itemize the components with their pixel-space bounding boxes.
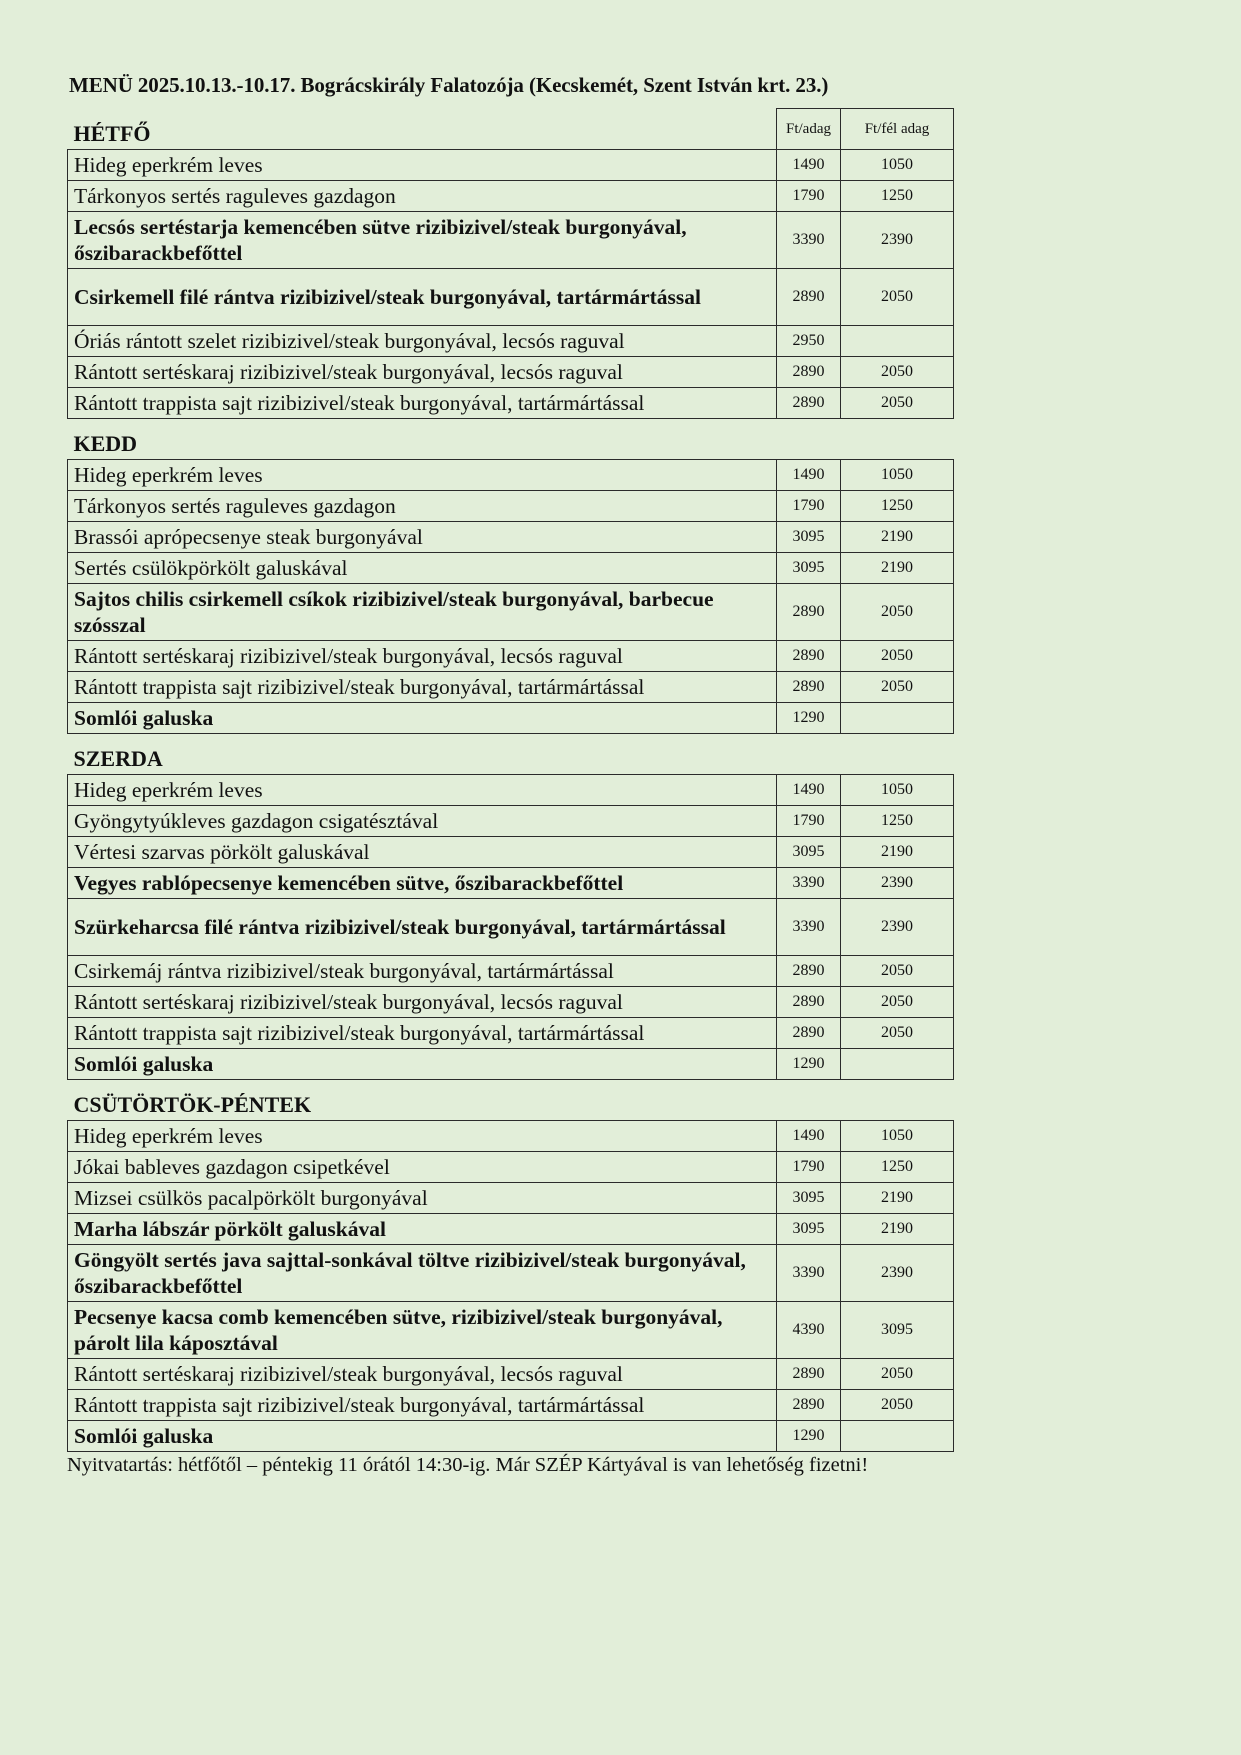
price-full: 1790 [777, 805, 841, 836]
section-title: CSÜTÖRTÖK-PÉNTEK [73, 1091, 312, 1117]
dish-name: Hideg eperkrém leves [68, 1120, 777, 1151]
dish-name: Marha lábszár pörkölt galuskával [68, 1213, 777, 1244]
dish-name: Óriás rántott szelet rizibizivel/steak burgonyával, lecsós raguval [68, 325, 777, 356]
section-header-row [68, 109, 954, 150]
price-half: 2190 [841, 836, 954, 867]
dish-name: Jókai bableves gazdagon csipetkével [68, 1151, 777, 1182]
price-half: 2050 [841, 640, 954, 671]
price-half: 3095 [841, 1301, 954, 1358]
price-half: 2050 [841, 583, 954, 640]
section-header-row [68, 733, 954, 774]
price-half: 2390 [841, 898, 954, 955]
column-header-half-portion: Ft/fél adag [841, 109, 954, 150]
dish-name: Somlói galuska [68, 702, 777, 733]
price-half: 2390 [841, 867, 954, 898]
blank-cell [777, 418, 841, 459]
menu-item-row [68, 356, 954, 387]
blank-cell [777, 733, 841, 774]
column-header-full-portion: Ft/adag [777, 109, 841, 150]
dish-name: Tárkonyos sertés raguleves gazdagon [68, 490, 777, 521]
price-half: 1050 [841, 774, 954, 805]
price-full: 1790 [777, 1151, 841, 1182]
dish-name: Rántott sertéskaraj rizibizivel/steak burgonyával, lecsós raguval [68, 640, 777, 671]
price-half: 2050 [841, 955, 954, 986]
menu-table [67, 108, 954, 1452]
menu-item-row [68, 1420, 954, 1451]
price-half: 2050 [841, 1017, 954, 1048]
menu-item-row [68, 1120, 954, 1151]
dish-name: Rántott sertéskaraj rizibizivel/steak burgonyával, lecsós raguval [68, 356, 777, 387]
price-half: 1050 [841, 149, 954, 180]
menu-item-row [68, 1389, 954, 1420]
dish-name: Rántott trappista sajt rizibizivel/steak burgonyával, tartármártással [68, 387, 777, 418]
menu-item-row [68, 1151, 954, 1182]
price-full: 1490 [777, 149, 841, 180]
price-full: 1490 [777, 459, 841, 490]
price-full: 1290 [777, 1420, 841, 1451]
price-full: 2890 [777, 583, 841, 640]
price-full: 2890 [777, 986, 841, 1017]
dish-name: Rántott sertéskaraj rizibizivel/steak burgonyával, lecsós raguval [68, 1358, 777, 1389]
price-full: 2890 [777, 356, 841, 387]
price-half: 2050 [841, 986, 954, 1017]
menu-item-row [68, 521, 954, 552]
price-full: 2950 [777, 325, 841, 356]
price-full: 1290 [777, 702, 841, 733]
section-header-row [68, 1079, 954, 1120]
menu-item-row [68, 955, 954, 986]
price-half: 1250 [841, 490, 954, 521]
dish-name: Rántott sertéskaraj rizibizivel/steak burgonyával, lecsós raguval [68, 986, 777, 1017]
price-half: 2190 [841, 521, 954, 552]
dish-name: Lecsós sertéstarja kemencében sütve rizibizivel/steak burgonyával, őszibarackbefőttel [68, 211, 777, 268]
menu-item-row [68, 583, 954, 640]
price-half [841, 702, 954, 733]
menu-page [67, 72, 953, 1478]
menu-item-row [68, 805, 954, 836]
dish-name: Tárkonyos sertés raguleves gazdagon [68, 180, 777, 211]
price-full: 1490 [777, 774, 841, 805]
price-full: 2890 [777, 387, 841, 418]
blank-cell [841, 733, 954, 774]
price-half: 1250 [841, 805, 954, 836]
price-full: 3390 [777, 898, 841, 955]
price-full: 2890 [777, 955, 841, 986]
price-full: 2890 [777, 268, 841, 325]
price-full: 3390 [777, 211, 841, 268]
dish-name: Göngyölt sertés java sajttal-sonkával töltve rizibizivel/steak burgonyával, őszibarackbefőttel [68, 1244, 777, 1301]
menu-item-row [68, 1017, 954, 1048]
price-full: 1490 [777, 1120, 841, 1151]
menu-item-row [68, 1213, 954, 1244]
price-half: 1050 [841, 459, 954, 490]
price-full: 2890 [777, 1389, 841, 1420]
dish-name: Hideg eperkrém leves [68, 774, 777, 805]
price-full: 3390 [777, 1244, 841, 1301]
menu-item-row [68, 325, 954, 356]
menu-item-row [68, 180, 954, 211]
dish-name: Csirkemáj rántva rizibizivel/steak burgonyával, tartármártással [68, 955, 777, 986]
blank-cell [841, 1079, 954, 1120]
menu-item-row [68, 774, 954, 805]
dish-name: Rántott trappista sajt rizibizivel/steak burgonyával, tartármártással [68, 1389, 777, 1420]
menu-item-row [68, 149, 954, 180]
section-title: KEDD [73, 430, 138, 456]
menu-item-row [68, 387, 954, 418]
price-half: 2190 [841, 1213, 954, 1244]
dish-name: Somlói galuska [68, 1420, 777, 1451]
price-half: 2390 [841, 211, 954, 268]
price-full: 2890 [777, 1358, 841, 1389]
price-full: 1790 [777, 490, 841, 521]
dish-name: Sajtos chilis csirkemell csíkok rizibizivel/steak burgonyával, barbecue szósszal [68, 583, 777, 640]
price-full: 1790 [777, 180, 841, 211]
price-full: 2890 [777, 671, 841, 702]
dish-name: Hideg eperkrém leves [68, 149, 777, 180]
menu-item-row [68, 640, 954, 671]
menu-item-row [68, 1048, 954, 1079]
price-half: 2390 [841, 1244, 954, 1301]
dish-name: Rántott trappista sajt rizibizivel/steak burgonyával, tartármártással [68, 671, 777, 702]
section-title: HÉTFŐ [73, 120, 151, 146]
dish-name: Somlói galuska [68, 1048, 777, 1079]
price-half [841, 1048, 954, 1079]
dish-name: Gyöngytyúkleves gazdagon csigatésztával [68, 805, 777, 836]
price-half [841, 325, 954, 356]
price-full: 3095 [777, 521, 841, 552]
price-full: 2890 [777, 1017, 841, 1048]
price-half: 2190 [841, 552, 954, 583]
menu-item-row [68, 1301, 954, 1358]
dish-name: Brassói aprópecsenye steak burgonyával [68, 521, 777, 552]
menu-item-row [68, 490, 954, 521]
price-half: 1250 [841, 180, 954, 211]
dish-name: Hideg eperkrém leves [68, 459, 777, 490]
menu-item-row [68, 1182, 954, 1213]
menu-title: MENÜ 2025.10.13.-10.17. Bográcskirály Falatozója (Kecskemét, Szent István krt. 23.) [69, 73, 829, 97]
menu-item-row [68, 1244, 954, 1301]
menu-item-row [68, 898, 954, 955]
price-half: 2050 [841, 387, 954, 418]
dish-name: Sertés csülökpörkölt galuskával [68, 552, 777, 583]
menu-item-row [68, 867, 954, 898]
section-title: SZERDA [73, 745, 163, 771]
menu-item-row [68, 459, 954, 490]
menu-item-row [68, 552, 954, 583]
price-full: 2890 [777, 640, 841, 671]
dish-name: Vértesi szarvas pörkölt galuskával [68, 836, 777, 867]
price-full: 3390 [777, 867, 841, 898]
section-header-row [68, 418, 954, 459]
price-full: 3095 [777, 836, 841, 867]
price-half: 2190 [841, 1182, 954, 1213]
price-full: 3095 [777, 552, 841, 583]
dish-name: Rántott trappista sajt rizibizivel/steak burgonyával, tartármártással [68, 1017, 777, 1048]
menu-item-row [68, 702, 954, 733]
blank-cell [777, 1079, 841, 1120]
menu-item-row [68, 211, 954, 268]
price-full: 1290 [777, 1048, 841, 1079]
price-half: 1050 [841, 1120, 954, 1151]
price-half: 1250 [841, 1151, 954, 1182]
menu-item-row [68, 1358, 954, 1389]
menu-item-row [68, 986, 954, 1017]
price-half: 2050 [841, 1389, 954, 1420]
price-half: 2050 [841, 268, 954, 325]
dish-name: Mizsei csülkös pacalpörkölt burgonyával [68, 1182, 777, 1213]
price-half [841, 1420, 954, 1451]
menu-item-row [68, 671, 954, 702]
price-half: 2050 [841, 1358, 954, 1389]
opening-hours-note: Nyitvatartás: hétfőtől – péntekig 11 órától 14:30-ig. Már SZÉP Kártyával is van lehetőség fizetni! [67, 1453, 869, 1476]
blank-cell [841, 418, 954, 459]
dish-name: Szürkeharcsa filé rántva rizibizivel/steak burgonyával, tartármártással [68, 898, 777, 955]
price-half: 2050 [841, 671, 954, 702]
price-full: 4390 [777, 1301, 841, 1358]
dish-name: Vegyes rablópecsenye kemencében sütve, őszibarackbefőttel [68, 867, 777, 898]
price-half: 2050 [841, 356, 954, 387]
menu-item-row [68, 836, 954, 867]
price-full: 3095 [777, 1213, 841, 1244]
dish-name: Pecsenye kacsa comb kemencében sütve, rizibizivel/steak burgonyával, párolt lila káposztával [68, 1301, 777, 1358]
dish-name: Csirkemell filé rántva rizibizivel/steak burgonyával, tartármártással [68, 268, 777, 325]
price-full: 3095 [777, 1182, 841, 1213]
menu-item-row [68, 268, 954, 325]
